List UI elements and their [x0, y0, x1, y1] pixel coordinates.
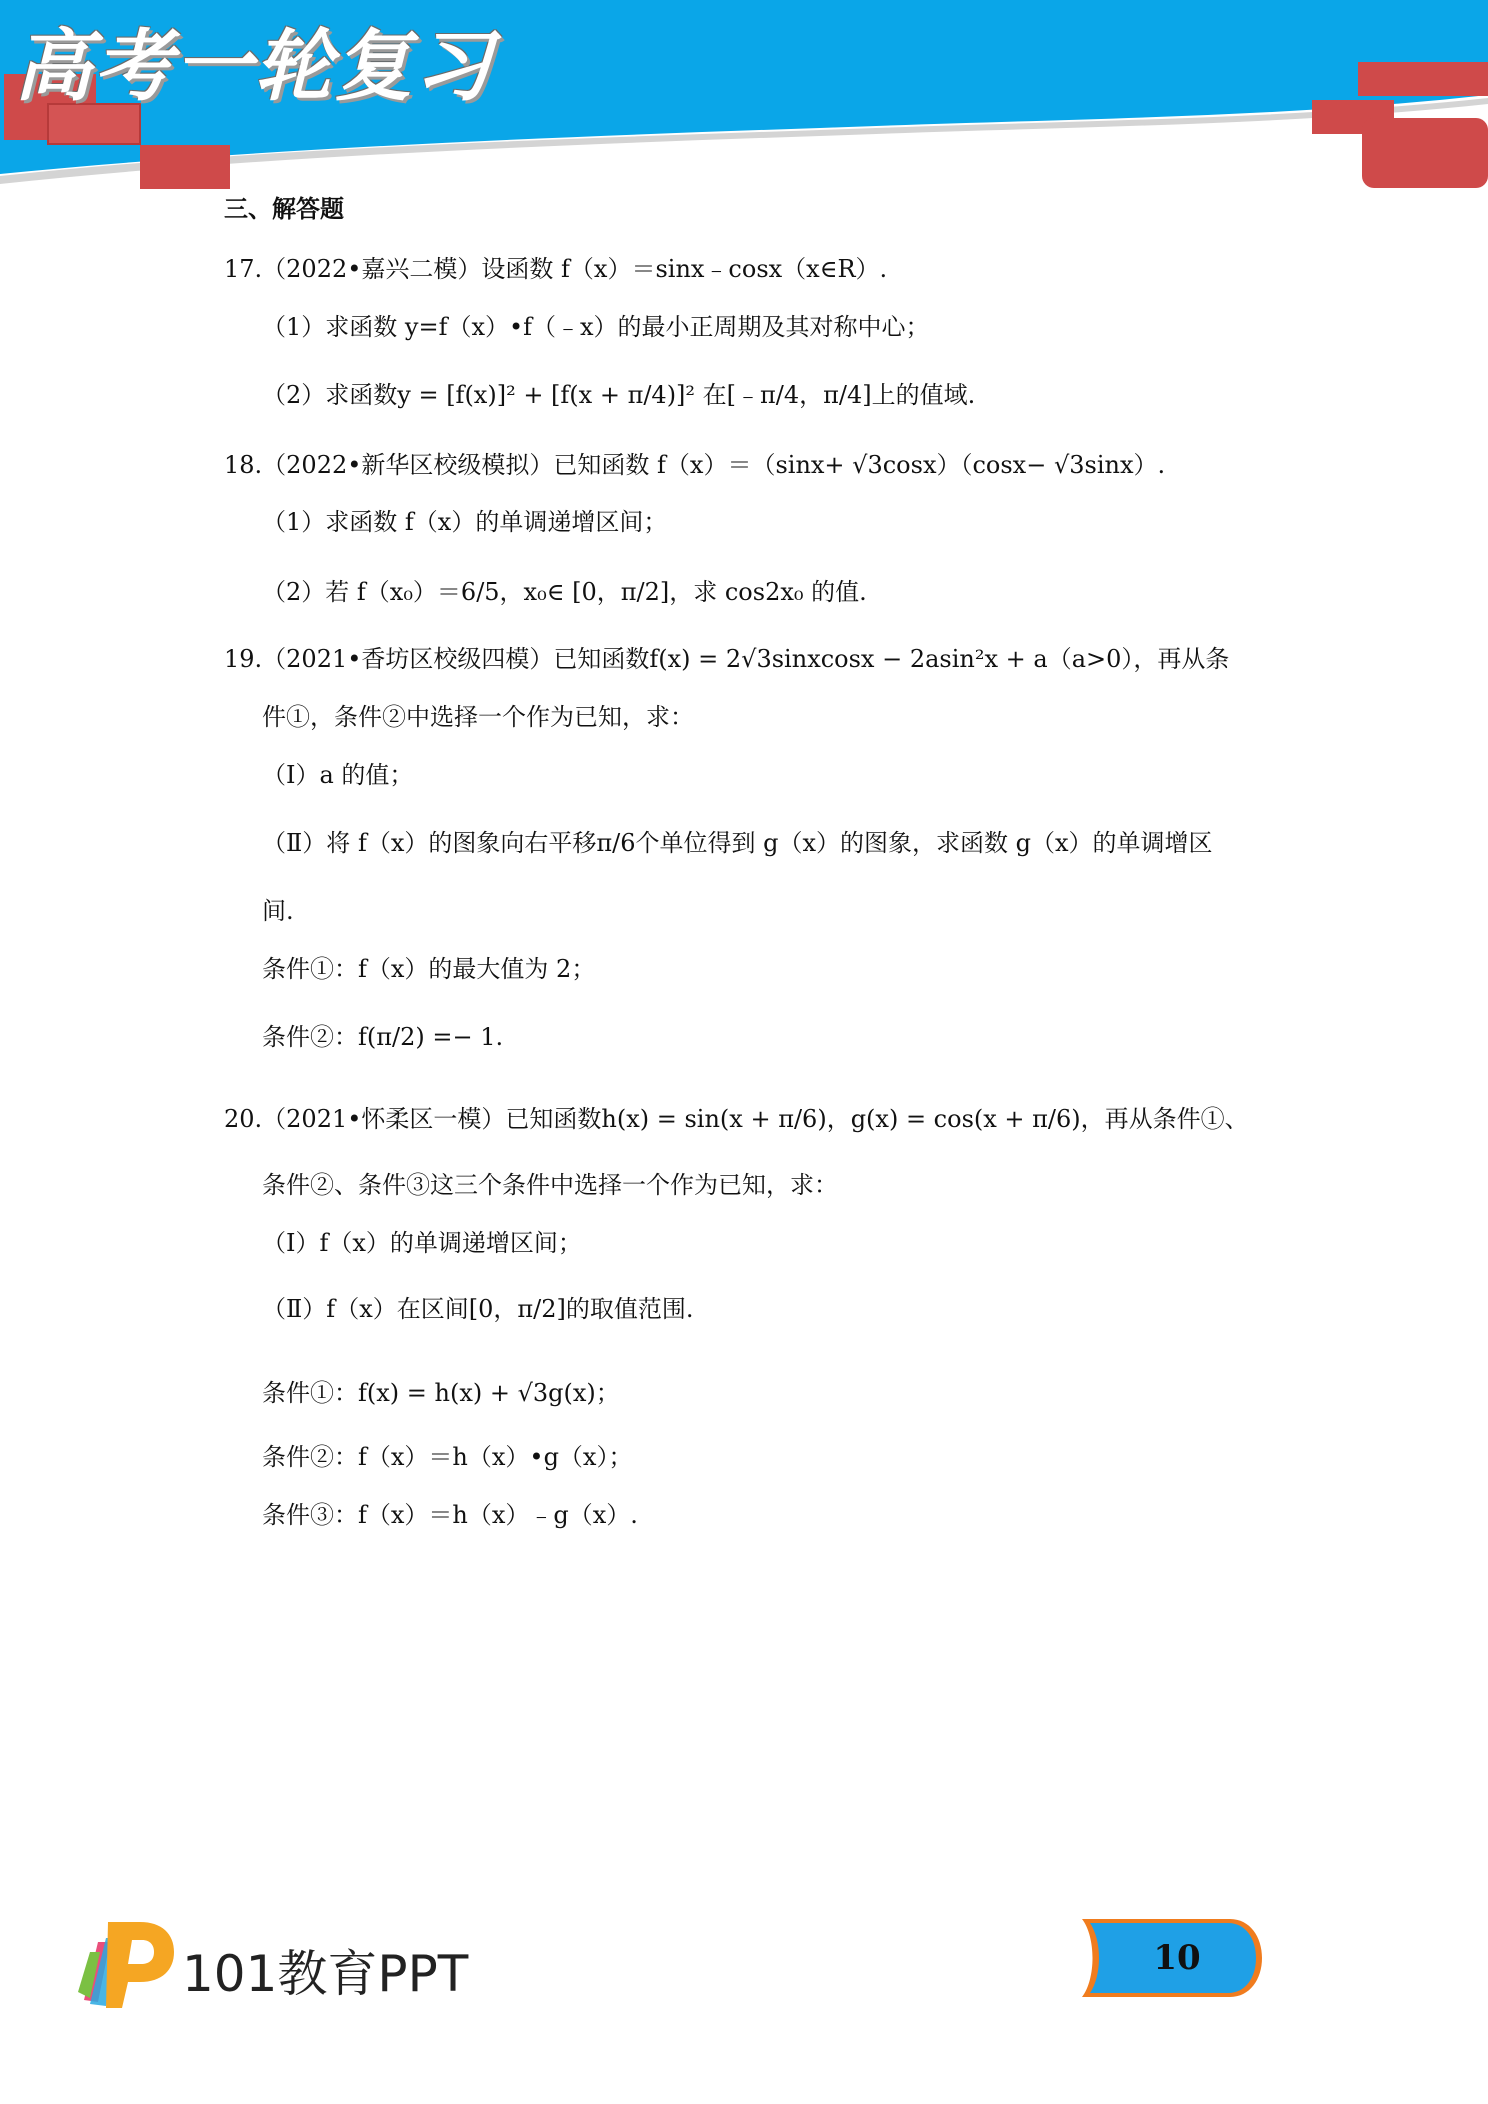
- problem-18-stem: 18.（2022•新华区校级模拟）已知函数 f（x）＝（sinx+ √3cosx）（cosx− √3sinx）.: [224, 451, 1166, 479]
- problem-20-condition-2: 条件②：f（x）＝h（x）•g（x）；: [262, 1443, 633, 1471]
- problem-20-condition-1: 条件①：f(x) = h(x) + √3g(x)；: [262, 1379, 620, 1407]
- problem-19-q2-line1: （Ⅱ）将 f（x）的图象向右平移π/6个单位得到 g（x）的图象，求函数 g（x）的单调增区: [262, 829, 1213, 857]
- problem-20-q1: （Ⅰ）f（x）的单调递增区间；: [262, 1229, 582, 1257]
- problem-20-q2: （Ⅱ）f（x）在区间[0，π/2]的取值范围.: [262, 1295, 694, 1323]
- problem-17-q2: （2）求函数y = [f(x)]² + [f(x + π/4)]² 在[﹣π/4，π/4]上的值域.: [262, 381, 976, 409]
- problem-19-stem-line1: 19.（2021•香坊区校级四模）已知函数f(x) = 2√3sinxcosx − 2asin²x + a（a>0），再从条: [224, 645, 1230, 673]
- header-title: 高考一轮复习: [14, 22, 495, 112]
- red-block: [1358, 62, 1488, 96]
- brand-name: 101教育PPT: [182, 1945, 469, 2003]
- problem-19-q1: （Ⅰ）a 的值；: [262, 761, 414, 789]
- problem-18-q1: （1）求函数 f（x）的单调递增区间；: [262, 508, 668, 536]
- red-block: [1362, 118, 1488, 188]
- problem-19-stem-line2: 件①，条件②中选择一个作为已知，求：: [262, 703, 694, 731]
- header-banner: [0, 0, 1488, 200]
- problem-19-condition-2: 条件②：f(π/2) =− 1.: [262, 1023, 504, 1051]
- problem-20-stem-line2: 条件②、条件③这三个条件中选择一个作为已知，求：: [262, 1171, 838, 1199]
- section-title: 三、解答题: [224, 194, 344, 223]
- page-number: 10: [1153, 1938, 1201, 1978]
- page-number-badge: [1080, 1915, 1266, 2001]
- problem-18-q2: （2）若 f（x₀）＝6/5，x₀∈ [0，π/2]，求 cos2x₀ 的值.: [262, 578, 867, 606]
- problem-20-stem-line1: 20.（2021•怀柔区一模）已知函数h(x) = sin(x + π/6)，g(x) = cos(x + π/6)，再从条件①、: [224, 1105, 1249, 1133]
- red-block: [140, 145, 230, 189]
- problem-17-q1: （1）求函数 y=f（x）•f（﹣x）的最小正周期及其对称中心；: [262, 313, 930, 341]
- problem-20-condition-3: 条件③：f（x）＝h（x）﹣g（x）.: [262, 1501, 638, 1529]
- problem-17-stem: 17.（2022•嘉兴二模）设函数 f（x）＝sinx﹣cosx（x∈R）.: [224, 255, 888, 283]
- logo-p-icon: [70, 1912, 180, 2012]
- problem-19-condition-1: 条件①：f（x）的最大值为 2；: [262, 955, 596, 983]
- footer-logo: [70, 1912, 490, 2012]
- problem-19-q2-line2: 间.: [262, 897, 294, 925]
